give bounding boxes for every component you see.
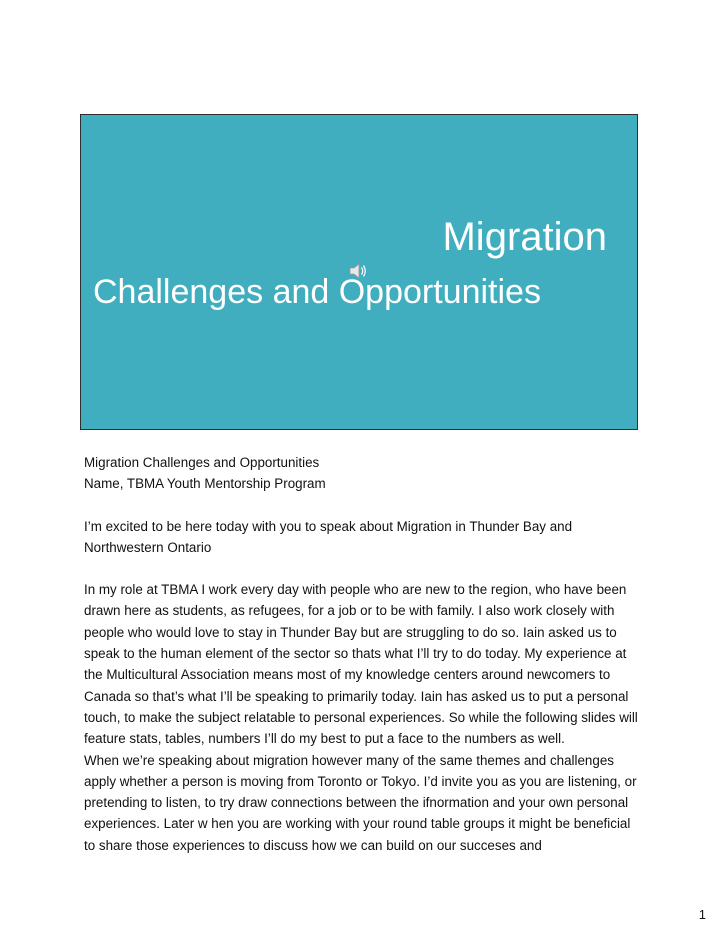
notes-heading-name: Name, TBMA Youth Mentorship Program bbox=[84, 476, 326, 492]
slide-title-line1: Migration bbox=[442, 215, 607, 259]
slide-thumbnail bbox=[80, 114, 638, 430]
speaker-notes bbox=[84, 452, 644, 856]
slide-title-line2: Challenges and Opportunities bbox=[93, 273, 541, 311]
notes-paragraph-migration: When we’re speaking about migration however many of the same themes and challenges apply whether a person is moving from Toronto or Tokyo. I’d invite you as you are listening, or pretending to listen, to try draw connections between the ifnormation and your own personal experiences. Later w hen you are working with your round table groups it might be beneficial to share those experiences to discuss how we can build on our succeses and bbox=[84, 752, 637, 853]
page-number: 1 bbox=[698, 907, 706, 922]
notes-paragraph-role: In my role at TBMA I work every day with people who are new to the region, who have been drawn here as students, as refugees, for a job or to be with family. I also work closely with people who would love to stay in Thunder Bay but are struggling to do so. Iain asked us to speak to the human element of the sector so thats what I’ll try to do today. My experience at the Multicultural Association means most of my knowledge centers around newcomers to Canada so that’s what I’ll be speaking to primarily today. Iain has asked us to put a personal touch, to make the subject relatable to personal experiences. So while the following slides will feature stats, tables, numbers I’ll do my best to put a face to the numbers as well. bbox=[84, 582, 638, 747]
notes-heading-title: Migration Challenges and Opportunities bbox=[84, 455, 320, 470]
notes-paragraph-intro: I’m excited to be here today with you to speak about Migration in Thunder Bay and Northwestern Ontario bbox=[84, 518, 573, 555]
